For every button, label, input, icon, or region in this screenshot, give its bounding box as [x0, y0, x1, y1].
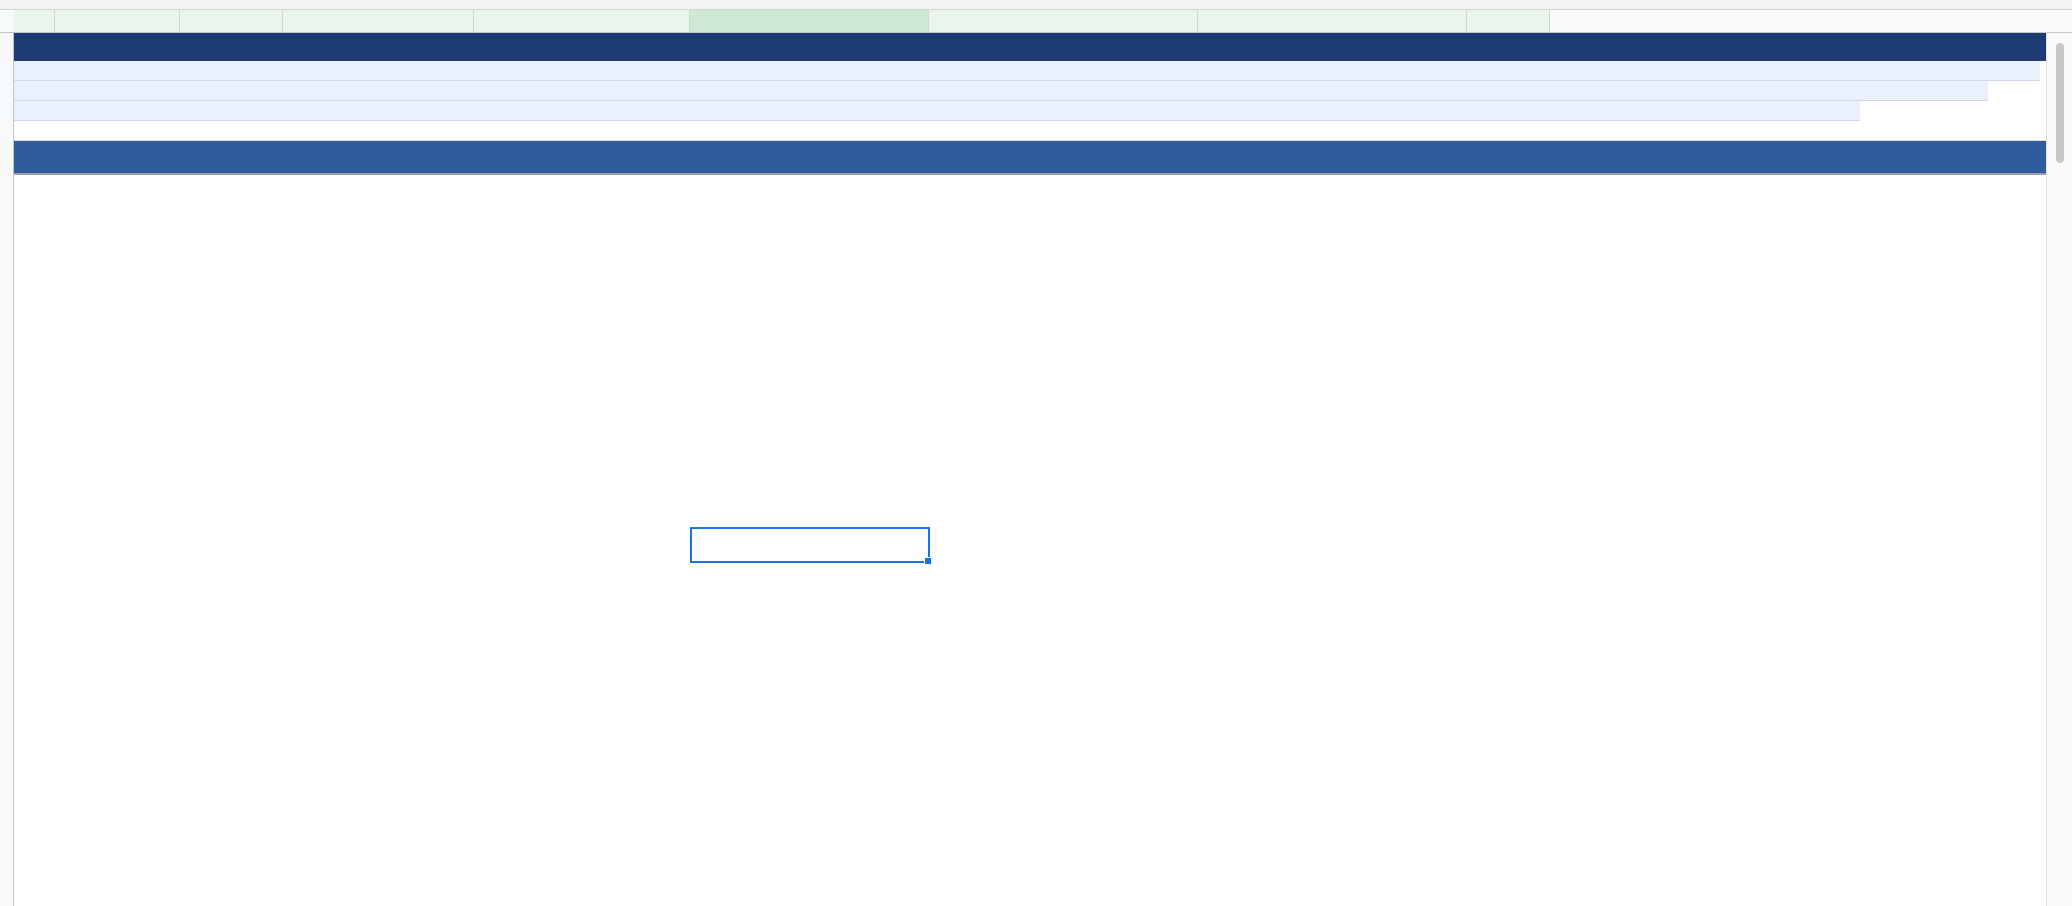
vertical-scrollbar[interactable] [2046, 33, 2072, 906]
fill-handle[interactable] [924, 557, 932, 565]
column-header-a[interactable] [14, 10, 55, 32]
column-header-c[interactable] [180, 10, 283, 32]
column-header-i[interactable] [1467, 10, 1550, 32]
formula-bar-strip [0, 0, 2072, 10]
selected-cell[interactable] [690, 527, 930, 563]
column-header-d[interactable] [283, 10, 474, 32]
scrollbar-thumb[interactable] [2056, 43, 2064, 163]
row-number-gutter [0, 33, 14, 906]
column-header-e[interactable] [474, 10, 690, 32]
column-header-b[interactable] [55, 10, 180, 32]
blank-row[interactable] [14, 121, 2046, 141]
info-line-1[interactable] [14, 61, 2040, 81]
info-line-3[interactable] [14, 101, 1860, 121]
column-header-h[interactable] [1198, 10, 1467, 32]
column-header-bar [0, 10, 2072, 33]
info-line-2[interactable] [14, 81, 1988, 101]
column-header-g[interactable] [929, 10, 1198, 32]
sheet-grid [14, 33, 2046, 906]
column-header-f[interactable] [690, 10, 929, 32]
table-header-row [14, 141, 2046, 175]
sheet-title [14, 33, 2046, 61]
